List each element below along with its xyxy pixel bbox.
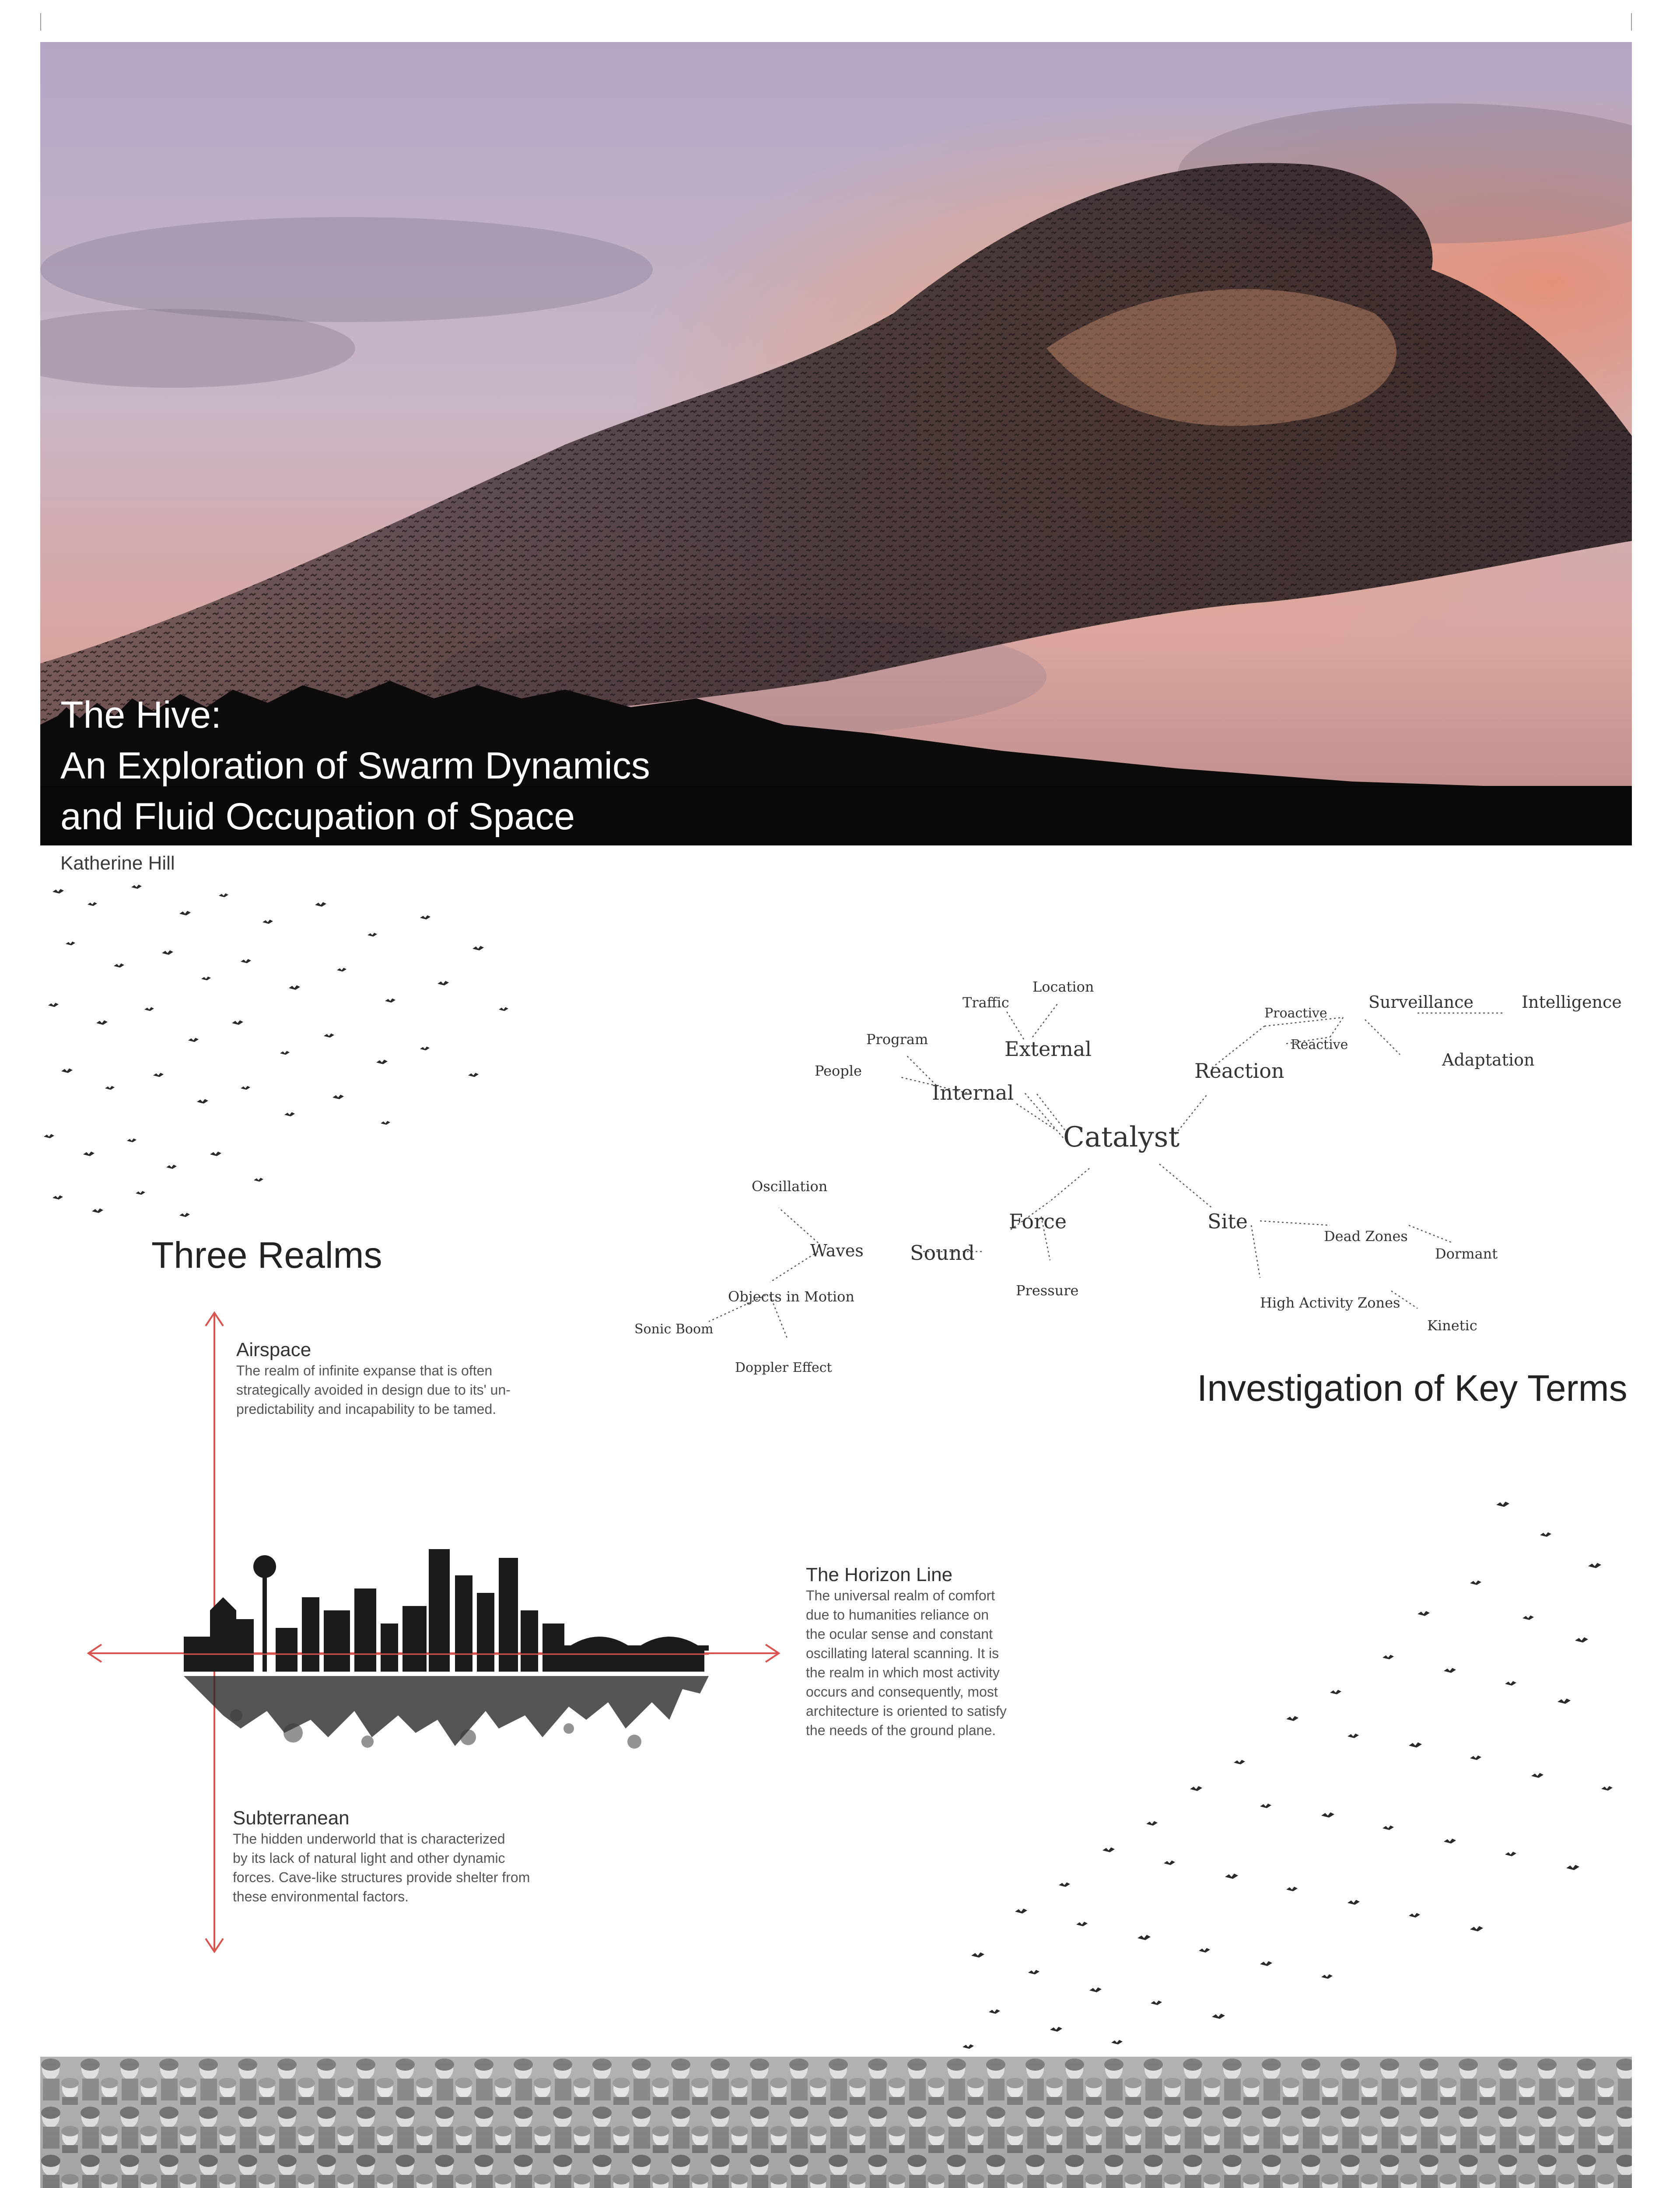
key-term-internal: Internal [932,1081,1014,1105]
horizon-line-7: architecture is oriented to satisfy [806,1703,1007,1719]
key-term-kinetic: Kinetic [1427,1317,1477,1334]
horizon-line-2: due to humanities reliance on [806,1607,989,1623]
key-term-traffic: Traffic [962,994,1009,1011]
bird-scatter-top-left [35,871,538,1230]
horizon-line-3: the ocular sense and constant [806,1626,993,1642]
airspace-line-2: strategically avoided in design due to its' un- [236,1382,511,1398]
key-term-doppler-effect: Doppler Effect [735,1360,832,1375]
horizon-line-4: oscillating lateral scanning. It is [806,1645,999,1661]
key-term-external: External [1004,1037,1092,1061]
key-term-dormant: Dormant [1435,1245,1498,1262]
horizon-heading: The Horizon Line [806,1564,953,1585]
bird-scatter-right [954,1470,1645,2061]
key-term-pressure: Pressure [1016,1282,1079,1299]
hero-starling-murmuration-photo [40,42,1632,845]
key-term-reaction: Reaction [1194,1059,1284,1083]
horizon-line-5: the realm in which most activity [806,1665,1000,1680]
horizon-line-description [806,1564,1077,1740]
key-term-people: People [815,1062,862,1079]
author-name: Katherine Hill [60,852,175,874]
city-skyline-illustration [184,1549,718,1759]
key-term-surveillance: Surveillance [1368,992,1474,1012]
key-term-waves: Waves [810,1241,864,1260]
subterranean-line-4: these environmental factors. [233,1889,409,1904]
crop-mark-top-left [40,13,41,31]
key-term-oscillation: Oscillation [752,1178,828,1195]
key-term-objects-in-motion: Objects in Motion [728,1288,854,1305]
horizon-line-1: The universal realm of comfort [806,1588,995,1603]
airspace-line-1: The realm of infinite expanse that is often [236,1363,493,1378]
key-term-sonic-boom: Sonic Boom [634,1322,714,1337]
key-term-sound: Sound [910,1241,975,1265]
key-term-site: Site [1208,1210,1248,1233]
subterranean-line-1: The hidden underworld that is characterized [233,1831,505,1847]
crop-mark-top-right [1631,13,1632,31]
title-line-1: The Hive: [60,694,222,736]
key-term-program: Program [866,1031,928,1048]
key-term-high-activity-zones: High Activity Zones [1260,1294,1400,1311]
horizon-line-8: the needs of the ground plane. [806,1722,996,1738]
key-term-catalyst: Catalyst [1063,1121,1180,1154]
subterranean-description [233,1807,626,1906]
key-term-force: Force [1009,1210,1067,1233]
crowd-photo [40,2057,1632,2188]
key-term-location: Location [1032,978,1094,995]
subterranean-line-3: forces. Cave-like structures provide shelter from [233,1869,530,1885]
airspace-heading: Airspace [236,1339,312,1360]
airspace-line-3: predictability and incapability to be tamed. [236,1401,497,1417]
crowd-image [40,2057,1632,2188]
key-term-reactive: Reactive [1291,1037,1348,1052]
key-term-proactive: Proactive [1264,1006,1327,1021]
poster-title [60,690,650,842]
key-term-intelligence: Intelligence [1522,992,1622,1012]
key-terms-title: Investigation of Key Terms [1197,1368,1628,1409]
title-line-2: An Exploration of Swarm Dynamics [60,745,650,787]
horizon-line-6: occurs and consequently, most [806,1684,998,1700]
key-term-adaptation: Adaptation [1442,1050,1535,1069]
airspace-description [236,1339,621,1419]
three-realms-title: Three Realms [151,1234,382,1276]
title-line-3: and Fluid Occupation of Space [60,796,575,838]
subterranean-line-2: by its lack of natural light and other dynamic [233,1850,505,1866]
subterranean-heading: Subterranean [233,1807,350,1829]
key-term-dead-zones: Dead Zones [1324,1228,1408,1245]
